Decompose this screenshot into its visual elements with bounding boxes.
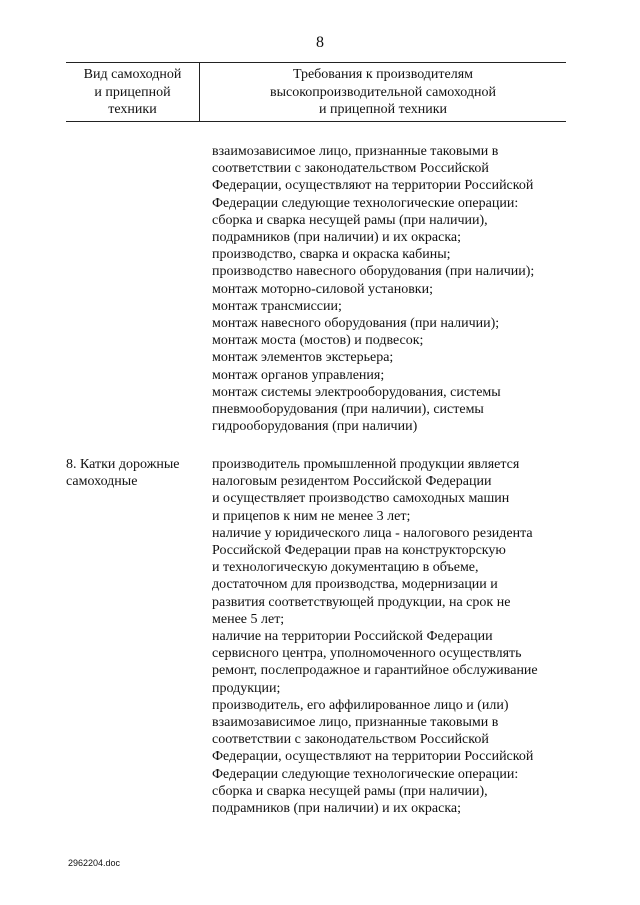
row-label-line: самоходные: [66, 474, 138, 490]
text-line: ремонт, послепродажное и гарантийное обслуживание: [212, 663, 538, 679]
text-line: и прицепов к ним не менее 3 лет;: [212, 508, 411, 524]
text-line: наличие на территории Российской Федерации: [212, 629, 493, 645]
row-8-requirements: [212, 456, 572, 817]
text-line: подрамников (при наличии) и их окраска;: [212, 801, 462, 817]
text-line: производитель промышленной продукции является: [212, 457, 520, 472]
text-line: Федерации, осуществляют на территории Российской: [212, 178, 534, 194]
text-line: пневмооборудования (при наличии), системы: [212, 402, 484, 418]
header-line: высокопроизводительной самоходной: [269, 84, 497, 100]
text-line: гидрооборудования (при наличии): [212, 419, 418, 435]
text-line: монтаж навесного оборудования (при наличии);: [212, 316, 500, 332]
column-header-equipment-type: [66, 66, 199, 119]
text-line: достаточном для производства, модернизации и: [212, 577, 498, 593]
text-line: производство навесного оборудования (при наличии);: [212, 264, 535, 280]
text-line: монтаж системы электрооборудования, системы: [212, 384, 501, 400]
text-line: развития соответствующей продукции, на срок не: [212, 594, 511, 610]
text-line: соответствии с законодательством Российской: [212, 732, 489, 748]
text-line: взаимозависимое лицо, признанные таковыми в: [212, 715, 499, 731]
text-line: производитель, его аффилированное лицо и (или): [212, 697, 509, 713]
text-line: взаимозависимое лицо, признанные таковыми в: [212, 144, 499, 159]
text-line: монтаж моста (мостов) и подвесок;: [212, 333, 424, 349]
header-line: техники: [108, 102, 157, 117]
text-line: Федерации следующие технологические операции:: [212, 766, 519, 782]
text-line: и осуществляет производство самоходных машин: [212, 491, 510, 507]
column-header-requirements: [200, 66, 566, 119]
header-line: Вид самоходной: [83, 67, 182, 82]
page-number: 8: [316, 34, 324, 51]
text-line: сборка и сварка несущей рамы (при наличии),: [212, 212, 488, 228]
document-file-code: 2962204.doc: [68, 858, 121, 868]
text-line: сборка и сварка несущей рамы (при наличии),: [212, 783, 488, 799]
row-8-equipment-type: [66, 456, 206, 490]
text-line: налоговым резидентом Российской Федерации: [212, 474, 492, 490]
continuation-requirements: [212, 143, 572, 435]
text-line: менее 5 лет;: [212, 611, 285, 627]
text-line: Российской Федерации прав на конструкторскую: [212, 543, 506, 559]
header-line: и прицепной: [94, 84, 171, 100]
text-line: монтаж моторно-силовой установки;: [212, 281, 433, 297]
table-header-bottom-rule: [66, 121, 566, 122]
text-line: Федерации, осуществляют на территории Российской: [212, 749, 534, 765]
text-line: производство, сварка и окраска кабины;: [212, 247, 451, 263]
text-line: соответствии с законодательством Российской: [212, 161, 489, 177]
text-line: продукции;: [212, 680, 281, 696]
text-line: и технологическую документацию в объеме,: [212, 560, 479, 576]
header-line: и прицепной техники: [318, 102, 448, 117]
text-line: Федерации следующие технологические операции:: [212, 195, 519, 211]
text-line: монтаж органов управления;: [212, 367, 385, 383]
text-line: наличие у юридического лица - налогового резидента: [212, 525, 533, 541]
text-line: сервисного центра, уполномоченного осуществлять: [212, 646, 522, 662]
row-label-line: 8. Катки дорожные: [66, 457, 180, 472]
header-line: Требования к производителям: [292, 67, 474, 82]
text-line: монтаж трансмиссии;: [212, 298, 342, 314]
text-line: подрамников (при наличии) и их окраска;: [212, 230, 462, 246]
table-header-top-rule: [66, 62, 566, 63]
text-line: монтаж элементов экстерьера;: [212, 350, 394, 366]
